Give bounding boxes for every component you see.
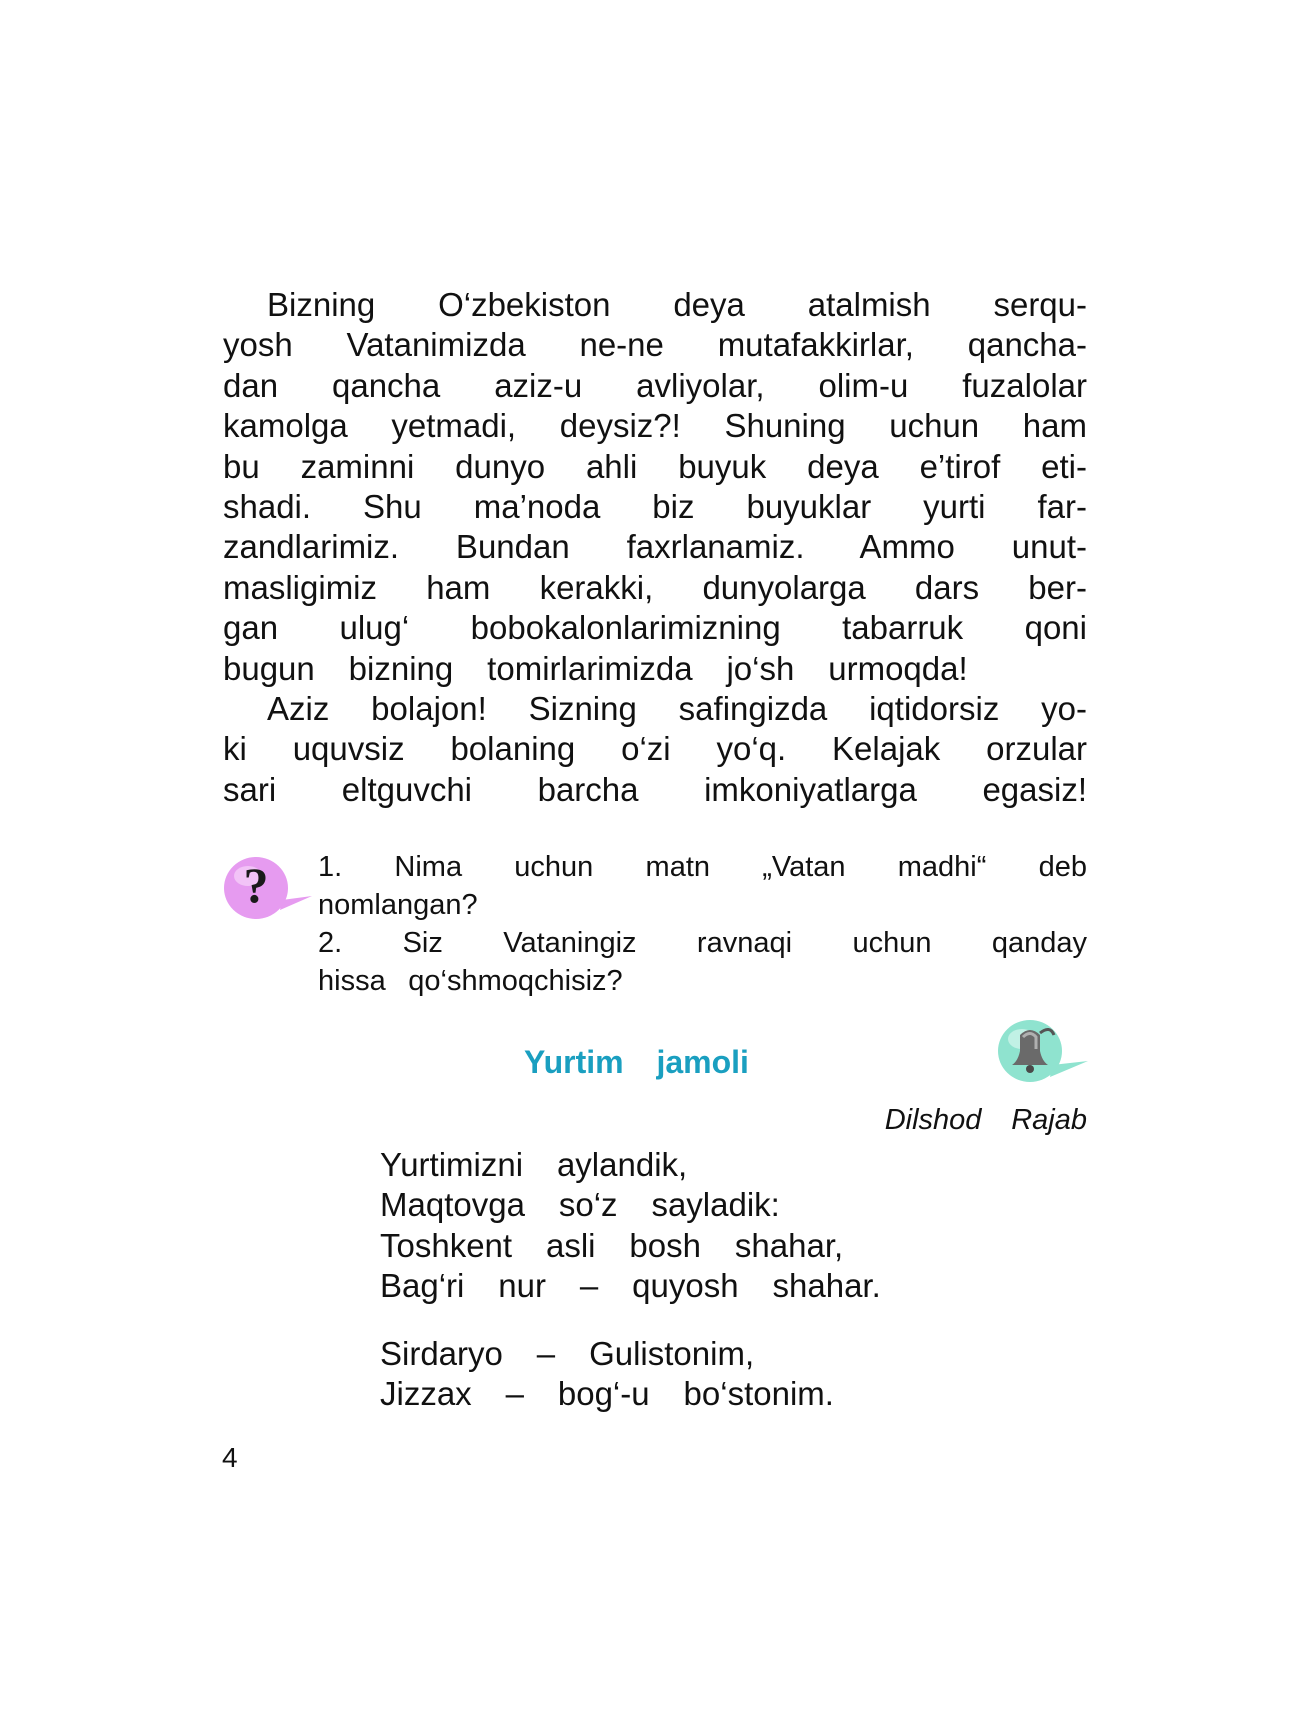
- text-line: masligimiz ham kerakki, dunyolarga dars ber-: [223, 568, 1087, 606]
- poem-line: Bag‘ri nur – quyosh shahar.: [380, 1267, 881, 1305]
- bell-icon: [996, 1015, 1088, 1087]
- question-mark-icon: [222, 852, 314, 924]
- question-line: hissa qo‘shmoqchisiz?: [318, 965, 623, 997]
- text-line: ki uquvsiz bolaning o‘zi yo‘q. Kelajak orzular: [223, 730, 1087, 768]
- question-list: [318, 848, 1087, 1000]
- poem-line: Toshkent asli bosh shahar,: [380, 1226, 844, 1264]
- text-line: shadi. Shu ma’noda biz buyuklar yurti far-: [223, 487, 1087, 525]
- text-line: bugun bizning tomirlarimizda jo‘sh urmoqda!: [223, 649, 968, 687]
- question-line: 2. Siz Vataningiz ravnaqi uchun qanday: [318, 927, 1087, 959]
- text-line: Bizning O‘zbekiston deya atalmish serqu-: [267, 286, 1087, 323]
- poem-line: Yurtimizni aylandik,: [380, 1146, 688, 1183]
- poem-title: Yurtim jamoli: [524, 1044, 749, 1080]
- main-text: [223, 285, 1087, 810]
- text-line: zandlarimiz. Bundan faxrlanamiz. Ammo unut-: [223, 528, 1087, 566]
- text-line: dan qancha aziz-u avliyolar, olim-u fuzalolar: [223, 366, 1087, 404]
- poem-stanza: [380, 1334, 834, 1415]
- page-number: 4: [222, 1442, 238, 1473]
- text-line: gan ulug‘ bobokalonlarimizning tabarruk qoni: [223, 609, 1087, 647]
- poem-stanza: [380, 1145, 881, 1307]
- poem-author: Dilshod Rajab: [884, 1104, 1087, 1136]
- svg-text:?: ?: [243, 857, 269, 913]
- text-line: yosh Vatanimizda ne-ne mutafakkirlar, qancha-: [223, 326, 1087, 364]
- text-line: Aziz bolajon! Sizning safingizda iqtidorsiz yo-: [267, 689, 1087, 727]
- text-line: kamolga yetmadi, deysiz?! Shuning uchun ham: [223, 407, 1087, 445]
- question-line: 1. Nima uchun matn „Vatan madhi“ deb: [318, 851, 1087, 883]
- poem-line: Sirdaryo – Gulistonim,: [380, 1335, 755, 1372]
- text-line: bu zaminni dunyo ahli buyuk deya e’tirof eti-: [223, 447, 1087, 485]
- question-line: nomlangan?: [318, 889, 478, 921]
- text-line: sari eltguvchi barcha imkoniyatlarga egasiz!: [223, 770, 1087, 808]
- poem-line: Jizzax – bog‘-u bo‘stonim.: [380, 1375, 834, 1413]
- poem-line: Maqtovga so‘z sayladik:: [380, 1186, 780, 1224]
